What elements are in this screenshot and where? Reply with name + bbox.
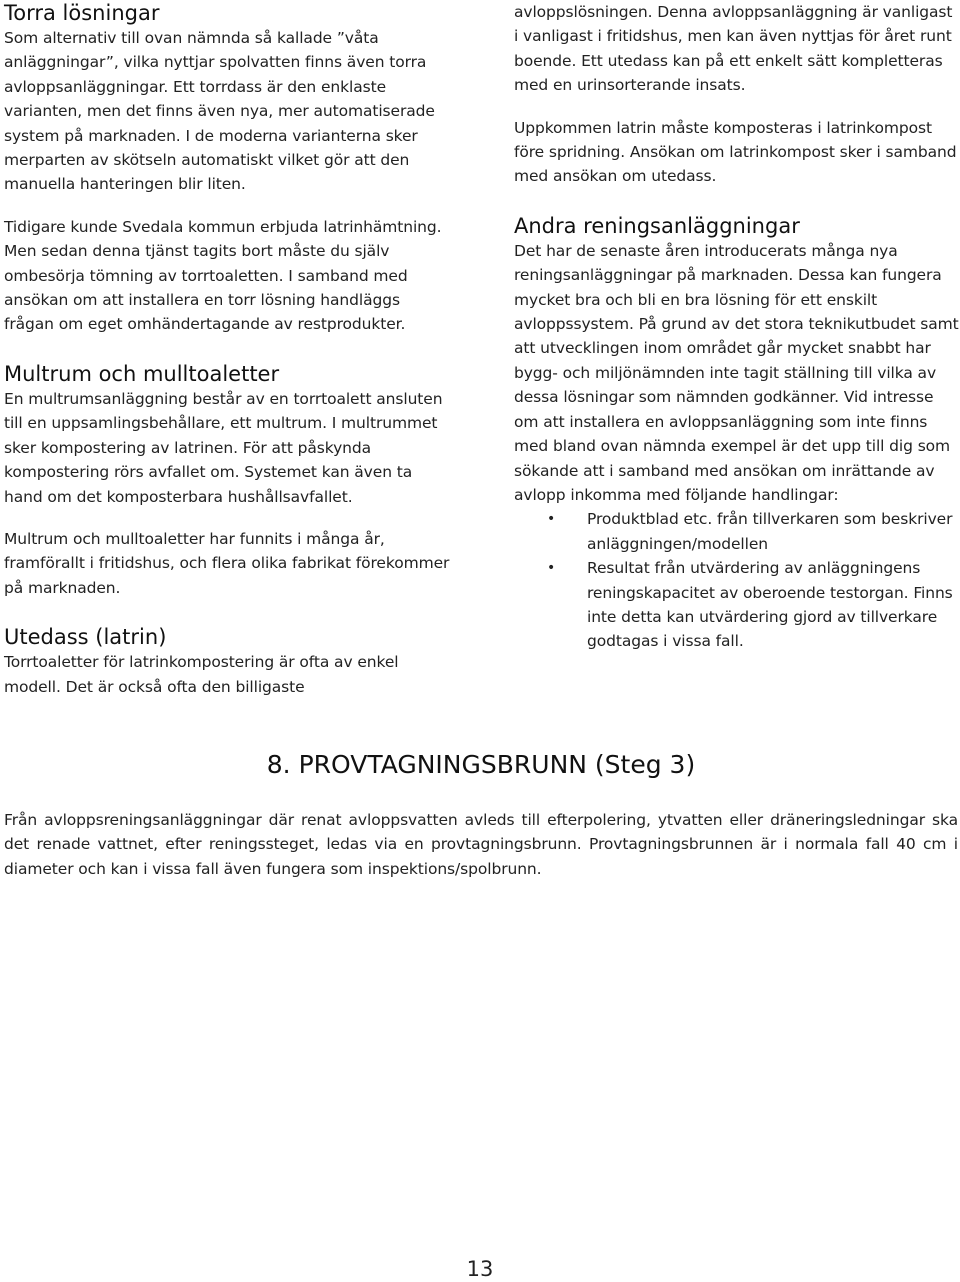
section-andra-reningsanlaggningar — [514, 213, 960, 654]
list-item — [514, 507, 960, 556]
list-item — [514, 556, 960, 654]
andra-paragraph-1: Det har de senaste åren introducerats många nya reningsanläggningar på marknaden. Dessa kan fungera mycket bra och bli en bra lösning för ett enskilt avloppssystem. På grund av det stora teknikutbudet samt att utvecklingen inom området går mycket snabbt har bygg- och miljönämnden inte tagit ställning till vilka av dessa lösningar som nämnden godkänner. Vid intresse om att installera en avloppsanläggning som inte finns med bland ovan nämnda exempel är det upp till dig som sökande att i samband med ansökan om inrättande av avlopp inkomma med följande handlingar: — [514, 241, 959, 504]
multrum-paragraph-1: En multrumsanläggning består av en torrtoalett ansluten till en uppsamlingsbehållare, ett multrum. I multrummet sker kompostering av latrinen. För att påskynda kompostering rörs avfallet om. Systemet kan även ta hand om det komposterbara hushållsavfallet. — [4, 389, 443, 506]
bullet-icon: • — [547, 511, 556, 528]
heading-multrum: Multrum och mulltoaletter — [4, 361, 280, 386]
section-utedass-continued — [514, 0, 960, 189]
list-item-text: Resultat från utvärdering av anläggningens reningskapacitet av oberoende testorgan. Finns inte detta kan utvärdering gjord av tillverkare godtagas i vissa fall. — [587, 559, 953, 651]
section-torra-losningar — [4, 0, 452, 337]
required-documents-list — [514, 507, 960, 653]
bullet-icon: • — [547, 560, 556, 577]
section-provtagningsbrunn — [4, 750, 958, 881]
heading-andra-reningsanlaggningar: Andra reningsanläggningar — [514, 213, 800, 238]
torra-paragraph-2: Tidigare kunde Svedala kommun erbjuda latrinhämtning. Men sedan denna tjänst tagits bort måste du själv ombesörja tömning av torrtoaletten. I samband med ansökan om att installera en torr lösning handläggs frågan om eget omhändertagande av restprodukter. — [4, 217, 442, 334]
provtagningsbrunn-paragraph: Från avloppsreningsanläggningar där renat avloppsvatten avleds till efterpolering, ytvatten eller dräneringsledningar ska det renade vattnet, efter reningssteget, ledas via en provtagningsbrunn. Provtagningsbrunnen är i normala fall 40 cm i diameter och kan i vissa fall även fungera som inspektions/spolbrunn. — [4, 811, 958, 878]
list-item-text: Produktblad etc. från tillverkaren som beskriver anläggningen/modellen — [587, 510, 953, 553]
heading-utedass: Utedass (latrin) — [4, 625, 167, 650]
section-multrum — [4, 361, 452, 600]
multrum-paragraph-2: Multrum och mulltoaletter har funnits i många år, framförallt i fritidshus, och flera olika fabrikat förekommer på marknaden. — [4, 529, 450, 597]
section-utedass — [4, 624, 452, 699]
latrin-compost-paragraph: Uppkommen latrin måste komposteras i latrinkompost före spridning. Ansökan om latrinkompost sker i samband med ansökan om utedass. — [514, 118, 957, 186]
heading-torra-losningar: Torra lösningar — [4, 1, 160, 25]
utedass-paragraph-1: Torrtoaletter för latrinkompostering är ofta av enkel modell. Det är också ofta den billigaste — [4, 653, 399, 696]
torra-paragraph-1: Som alternativ till ovan nämnda så kallade ”våta anläggningar”, vilka nyttjar spolvatten finns även torra avloppsanläggningar. Ett torrdass är den enklaste varianten, men det finns även nya, mer automatiserade system på marknaden. I de moderna varianterna sker merparten av skötseln automatiskt vilket gör att den manuella hanteringen blir liten. — [4, 29, 435, 194]
utedass-paragraph-continued: avloppslösningen. Denna avloppsanläggning är vanligast i vanligast i fritidshus, men kan även nyttjas för året runt boende. Ett utedass kan på ett enkelt sätt kompletteras med en urinsorterande insats. — [514, 3, 953, 95]
page-number: 13 — [466, 1257, 494, 1281]
right-column — [514, 0, 960, 654]
heading-provtagningsbrunn: 8. PROVTAGNINGSBRUNN (Steg 3) — [266, 750, 696, 779]
left-column — [4, 0, 452, 699]
